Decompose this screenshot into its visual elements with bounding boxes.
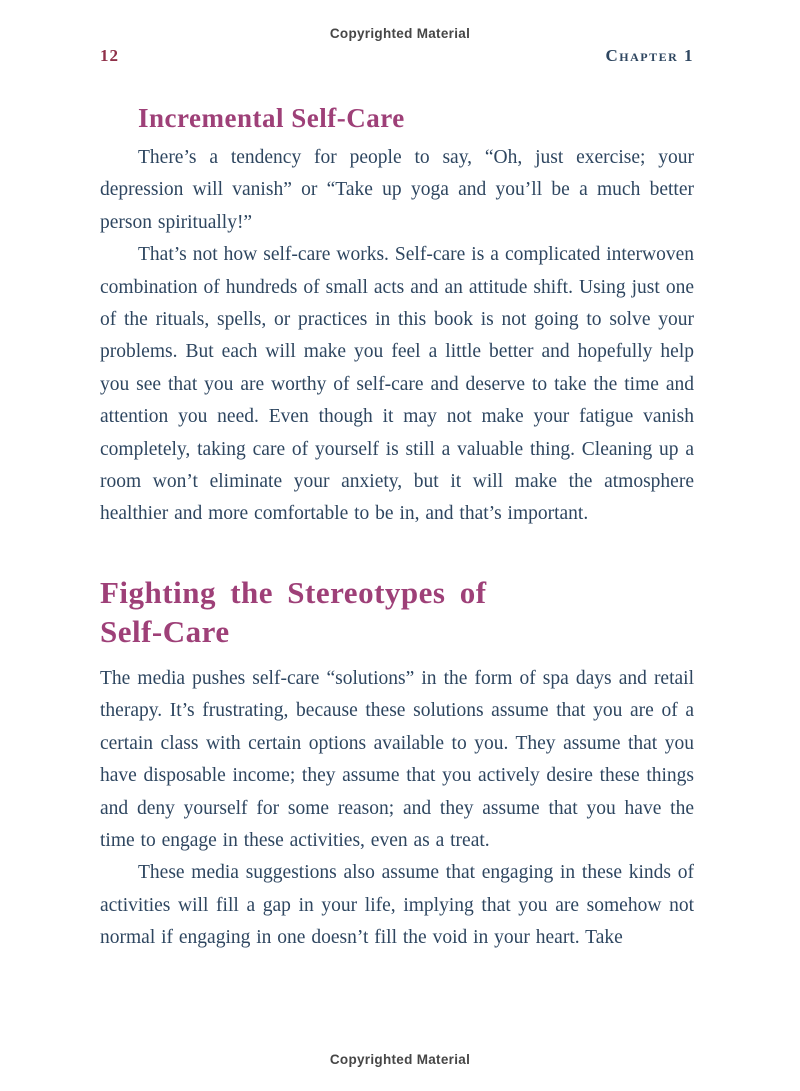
page-number: 12 — [100, 46, 119, 65]
copyright-watermark-bottom: Copyrighted Material — [329, 1052, 471, 1067]
paragraph-fighting-2: These media suggestions also assume that engaging in these kinds of activities will fill a gap in your life, implying that you are somehow not normal if engaging in one doesn’t fill the void in your heart. Take — [100, 862, 694, 949]
heading-line-1: Fighting the Stereotypes of — [100, 574, 487, 610]
page-header — [100, 46, 694, 66]
paragraph-fighting-1: The media pushes self-care “solutions” in the form of spa days and retail therapy. It’s frustrating, because these solutions assume that you are of a certain class with certain options available to you. They assume that you have disposable income; they assume that you actively desire these things and deny yourself for some reason; and they assume that you have the time to engage in these activities, even as a treat. — [100, 667, 694, 851]
heading-line-2: Self-Care — [100, 613, 230, 649]
paragraph-incremental-2: That’s not how self-care works. Self-care is a complicated interwoven combination of hundreds of small acts and an attitude shift. Using just one of the rituals, spells, or practices in this book is not going to solve your problems. But each will make you feel a little better and hopefully help you see that you are worthy of self-care and deserve to take the time and attention you need. Even though it may not make your fatigue vanish completely, taking care of yourself is still a valuable thing. Cleaning up a room won’t eliminate your anxiety, but it will make the atmosphere healthier and more comfortable to be in, and that’s important. — [100, 244, 694, 525]
section-heading-incremental-self-care: Incremental Self-Care — [138, 103, 405, 133]
chapter-label: Chapter 1 — [605, 46, 694, 65]
section-heading-fighting-stereotypes — [100, 573, 694, 651]
paragraph-incremental-1: There’s a tendency for people to say, “Oh, just exercise; your depression will vanish” or “Take up yoga and you’ll be a much better person spiritually!” — [100, 147, 694, 233]
copyright-watermark-top: Copyrighted Material — [329, 26, 471, 41]
